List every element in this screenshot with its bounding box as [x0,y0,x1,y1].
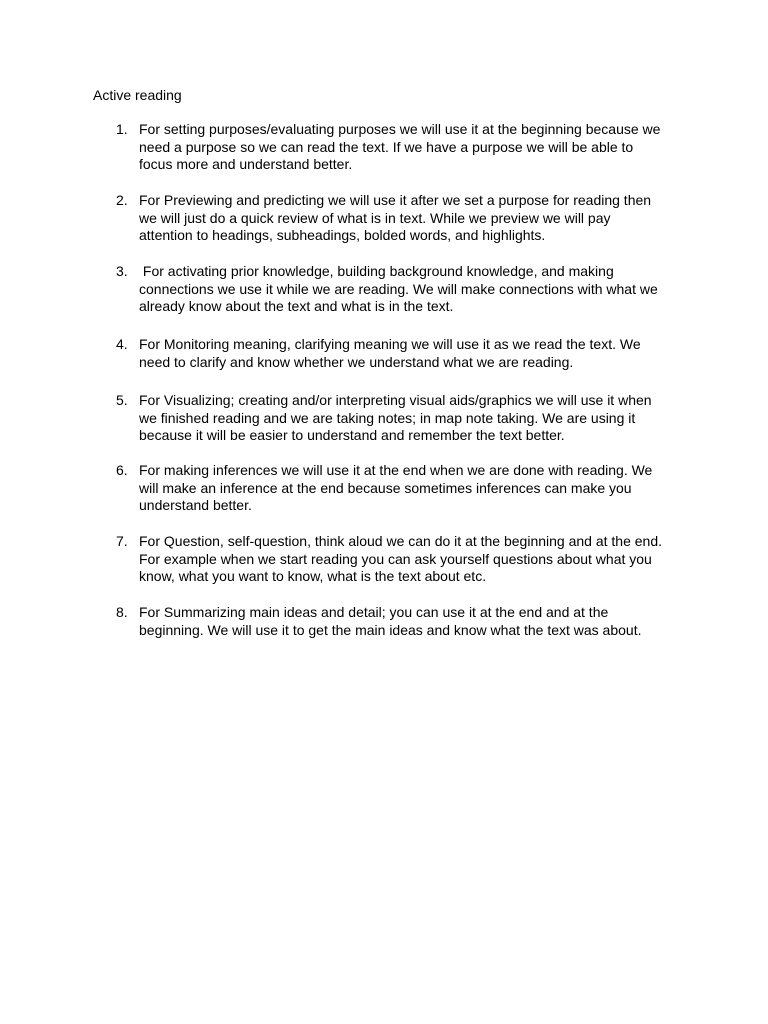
text-line: need a purpose so we can read the text. If we have a purpose we will be able to [139,138,634,155]
text-line: because it will be easier to understand and remember the text better. [139,427,565,444]
list-item-number: 7. [116,533,128,549]
text-line: For example when we start reading you can ask yourself questions about what you [139,550,652,567]
text-line: For setting purposes/evaluating purposes we will use it at the beginning because we [139,121,661,137]
list-item-number: 8. [116,604,128,620]
text-line: For making inferences we will use it at the end when we are done with reading. We [139,462,653,478]
text-line: For Monitoring meaning, clarifying meaning we will use it as we read the text. We [139,336,641,352]
text-line: For Previewing and predicting we will use it after we set a purpose for reading then [139,192,652,208]
list-item-number: 3. [116,263,128,279]
text-line: For activating prior knowledge, building background knowledge, and making [139,263,614,279]
list-item-text [139,604,699,639]
text-line: connections we use it while we are reading. We will make connections with what we [139,280,658,297]
list-item-number: 5. [116,392,128,408]
list-item-number: 4. [116,336,128,352]
text-line: attention to headings, subheadings, bolded words, and highlights. [139,227,546,244]
list-item-text [139,392,699,445]
text-line: we will just do a quick review of what is in text. While we preview we will pay [139,209,611,226]
text-line: For Question, self-question, think aloud we can do it at the beginning and at the end. [139,533,663,549]
text-line: we finished reading and we are taking notes; in map note taking. We are using it [139,409,636,426]
list-item-text [139,263,699,316]
list-item-text [139,192,699,245]
list-item-text [139,462,699,515]
text-line: will make an inference at the end because sometimes inferences can make you [139,479,632,496]
text-line: understand better. [139,497,252,514]
text-line: already know about the text and what is in the text. [139,298,454,315]
text-line: know, what you want to know, what is the text about etc. [139,568,487,585]
document-title: Active reading [93,87,182,103]
text-line: need to clarify and know whether we understand what we are reading. [139,353,574,370]
list-item-text [139,533,699,586]
list-item-text [139,336,699,371]
list-item-number: 2. [116,192,128,208]
text-line: For Summarizing main ideas and detail; you can use it at the end and at the [139,604,609,620]
text-line: beginning. We will use it to get the main ideas and know what the text was about. [139,621,642,638]
text-line: focus more and understand better. [139,156,353,173]
list-item-text [139,121,699,174]
text-line: For Visualizing; creating and/or interpreting visual aids/graphics we will use it when [139,392,652,408]
list-item-number: 1. [116,121,128,137]
list-item-number: 6. [116,462,128,478]
